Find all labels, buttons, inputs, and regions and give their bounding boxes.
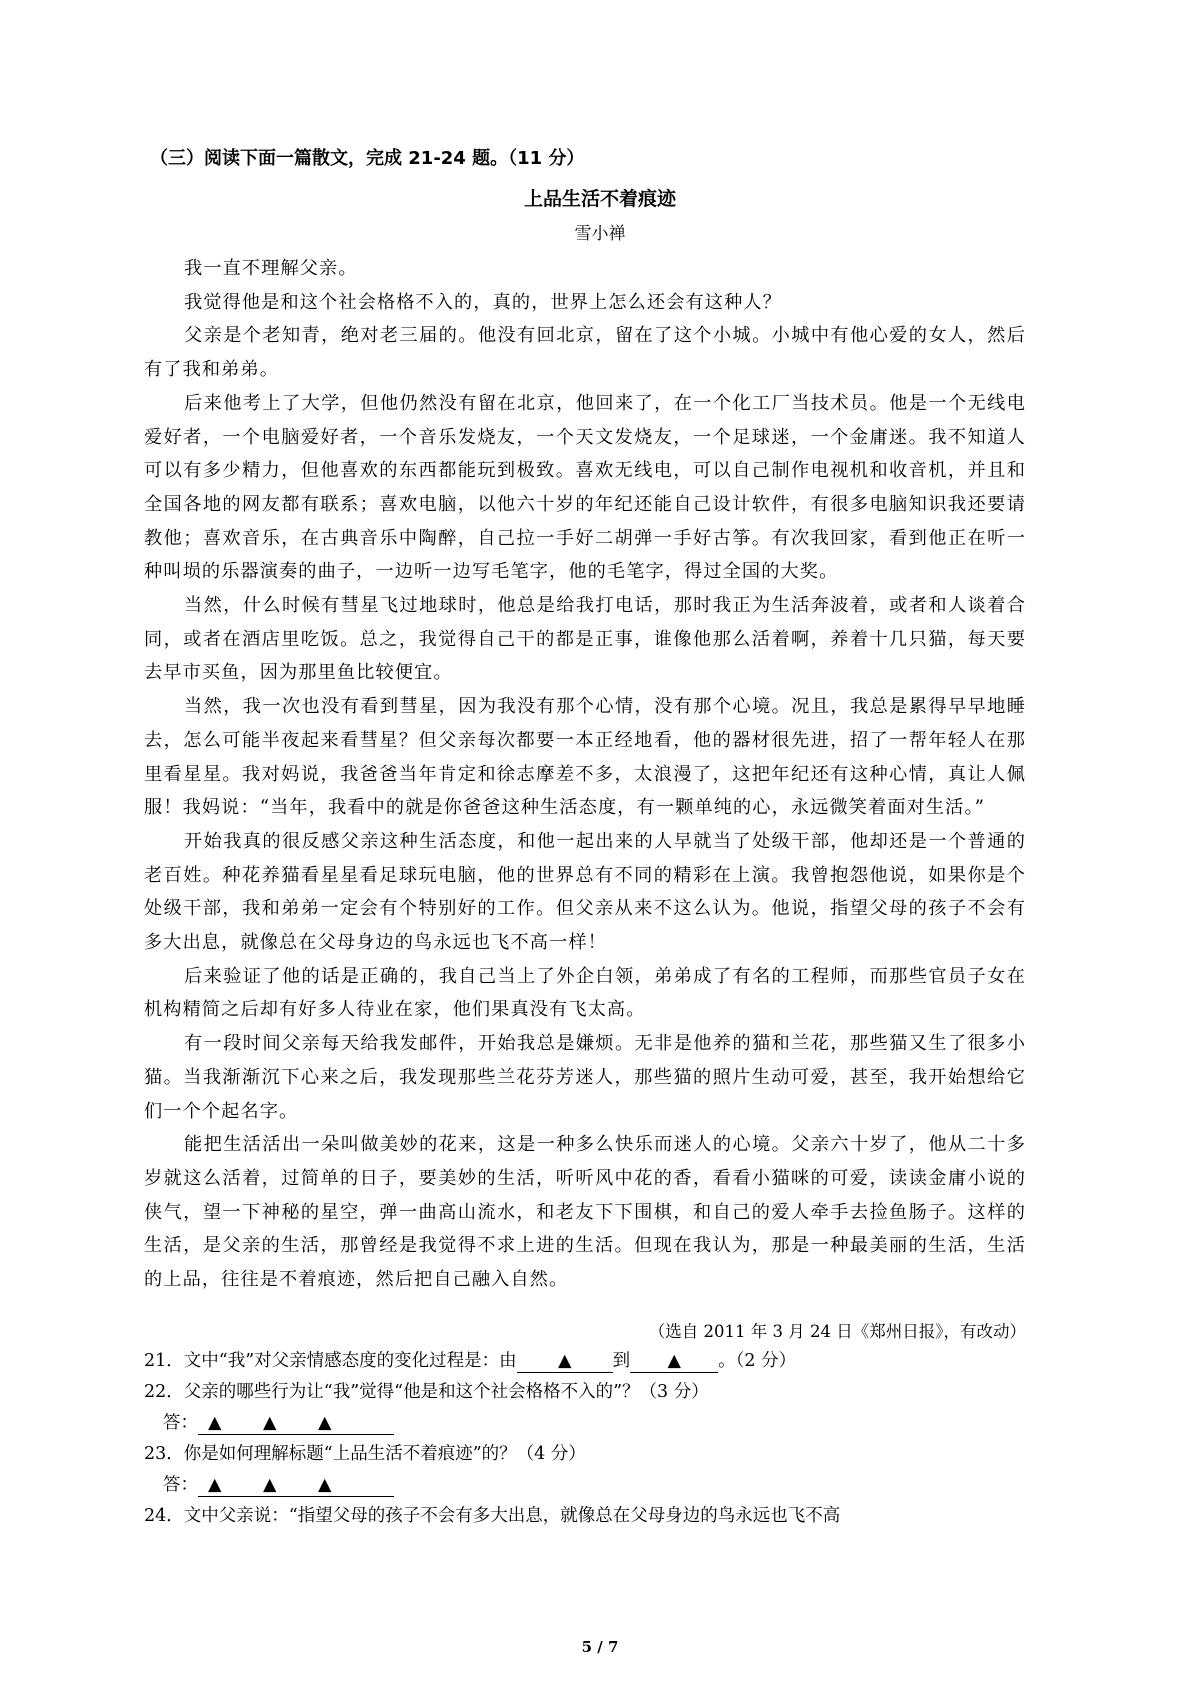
answer-blank[interactable]: ▲ ▲ ▲ (198, 1474, 394, 1497)
section-heading: （三）阅读下面一篇散文，完成 21-24 题。（11 分） (150, 148, 585, 169)
essay-title: 上品生活不着痕迹 (523, 188, 676, 210)
answer-blank[interactable]: ▲ (517, 1350, 613, 1373)
essay-author: 雪小禅 (574, 224, 626, 244)
essay-paragraph: 当然，什么时候有彗星飞过地球时，他总是给我打电话，那时我正为生活奔波着，或者和人谈着合同，或者在酒店里吃饭。总之，我觉得自己干的都是正事，谁像他那么活着啊，养着十几只猫，每天要去早市买鱼，因为那里鱼比较便宜。 (144, 595, 1026, 684)
essay-paragraph: 开始我真的很反感父亲这种生活态度，和他一起出来的人早就当了处级干部，他却还是一个普通的老百姓。种花养猫看星星看足球玩电脑，他的世界总有不同的精彩在上演。我曾抱怨他说，如果你是个处级干部，我和弟弟一定会有个特别好的工作。但父亲从来不这么认为。他说，指望父母的孩子不会有多大出息，就像总在父母身边的鸟永远也飞不高一样！ (144, 830, 1026, 954)
answer-blank[interactable]: ▲ ▲ ▲ (198, 1412, 394, 1435)
question-21-middle: 到 (612, 1351, 631, 1371)
essay-source: （选自 2011 年 3 月 24 日《郑州日报》，有改动） (648, 1322, 1026, 1341)
question-22: 22．父亲的哪些行为让“我”觉得“他是和这个社会格格不入的”？（3 分） (144, 1382, 709, 1402)
essay-body (144, 252, 1026, 1297)
question-list (144, 1346, 1034, 1532)
page-number: 5 / 7 (581, 1638, 619, 1656)
essay-paragraph: 父亲是个老知青，绝对老三届的。他没有回北京，留在了这个小城。小城中有他心爱的女人，然后有了我和弟弟。 (144, 325, 1026, 381)
essay-paragraph: 后来验证了他的话是正确的，我自己当上了外企白领，弟弟成了有名的工程师，而那些官员子女在机构精简之后却有好多人待业在家，他们果真没有飞太高。 (144, 965, 1026, 1021)
essay-paragraph: 能把生活活出一朵叫做美妙的花来，这是一种多么快乐而迷人的心境。父亲六十岁了，他从二十多岁就这么活着，过简单的日子，要美妙的生活，听听风中花的香，看看小猫咪的可爱，读读金庸小说的侠气，望一下神秘的星空，弹一曲高山流水，和老友下下围棋，和自己的爱人牵手去捡鱼肠子。这样的生活，是父亲的生活，那曾经是我觉得不求上进的生活。但现在我认为，那是一种最美丽的生活，生活的上品，往往是不着痕迹，然后把自己融入自然。 (144, 1134, 1026, 1291)
answer-label: 答： (163, 1413, 198, 1433)
essay-paragraph: 我一直不理解父亲。 (184, 258, 358, 279)
question-21 (144, 1346, 1034, 1377)
question-23: 23．你是如何理解标题“上品生活不着痕迹”的？（4 分） (144, 1444, 586, 1464)
essay-paragraph: 有一段时间父亲每天给我发邮件，开始我总是嫌烦。无非是他养的猫和兰花，那些猫又生了很多小猫。当我渐渐沉下心来之后，我发现那些兰花芬芳迷人，那些猫的照片生动可爱，甚至，我开始想给它们一个个起名字。 (144, 1033, 1026, 1122)
answer-label: 答： (163, 1475, 198, 1495)
question-23-answer (144, 1470, 1034, 1501)
essay-paragraph: 后来他考上了大学，但他仍然没有留在北京，他回来了，在一个化工厂当技术员。他是一个无线电爱好者，一个电脑爱好者，一个音乐发烧友，一个天文发烧友，一个足球迷，一个金庸迷。我不知道人可以有多少精力，但他喜欢的东西都能玩到极致。喜欢无线电，可以自己制作电视机和收音机，并且和全国各地的网友都有联系；喜欢电脑，以他六十岁的年纪还能自己设计软件，有很多电脑知识我还要请教他；喜欢音乐，在古典音乐中陶醉，自己拉一手好二胡弹一手好古筝。有次我回家，看到他正在听一种叫埙的乐器演奏的曲子，一边听一边写毛笔字，他的毛笔字，得过全国的大奖。 (144, 392, 1026, 583)
question-22-answer (144, 1408, 1034, 1439)
answer-blank[interactable]: ▲ (630, 1350, 718, 1373)
question-21-prefix: 21．文中“我”对父亲情感态度的变化过程是：由 (144, 1351, 517, 1371)
essay-paragraph: 当然，我一次也没有看到彗星，因为我没有那个心情，没有那个心境。况且，我总是累得早早地睡去，怎么可能半夜起来看彗星？但父亲每次都要一本正经地看，他的器材很先进，招了一帮年轻人在那里看星星。我对妈说，我爸爸当年肯定和徐志摩差不多，太浪漫了，这把年纪还有这种心情，真让人佩服！我妈说：“当年，我看中的就是你爸爸这种生活态度，有一颗单纯的心，永远微笑着面对生活。” (144, 696, 1026, 819)
question-21-suffix: 。（2 分） (718, 1351, 797, 1371)
question-24: 24．文中父亲说：“指望父母的孩子不会有多大出息，就像总在父母身边的鸟永远也飞不高 (144, 1506, 841, 1526)
essay-paragraph: 我觉得他是和这个社会格格不入的，真的，世界上怎么还会有这种人？ (184, 291, 782, 313)
